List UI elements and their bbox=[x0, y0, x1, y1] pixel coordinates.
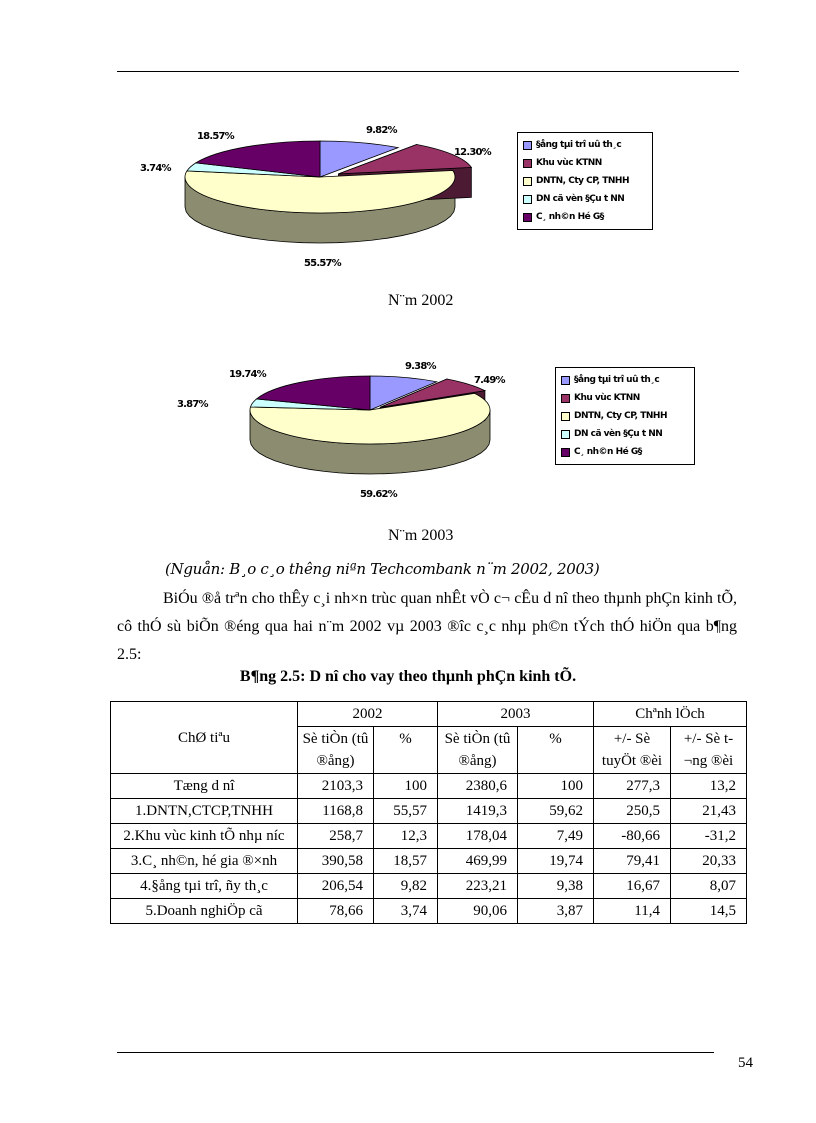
data-table bbox=[110, 701, 747, 924]
cell-value: -80,66 bbox=[594, 824, 671, 849]
legend-swatch bbox=[523, 159, 532, 168]
table-row bbox=[111, 824, 747, 849]
legend-swatch bbox=[561, 376, 570, 385]
legend-swatch bbox=[561, 394, 570, 403]
cell-value: 13,2 bbox=[671, 774, 747, 799]
legend-item bbox=[523, 208, 646, 226]
legend-2002 bbox=[517, 132, 653, 230]
cell-value: 18,57 bbox=[374, 849, 438, 874]
header-amount-2002: Sè tiÒn (tû ®ång) bbox=[298, 727, 374, 774]
header-percent-2003: % bbox=[518, 727, 594, 774]
header-rule bbox=[117, 71, 739, 72]
legend-label: §ång tµi trî uû th¸c bbox=[574, 375, 660, 385]
cell-value: -31,2 bbox=[671, 824, 747, 849]
legend-label: DNTN, Cty CP, TNHH bbox=[574, 411, 667, 421]
cell-value: 2380,6 bbox=[438, 774, 518, 799]
chart-caption-2003: N¨m 2003 bbox=[388, 527, 454, 544]
cell-value: 469,99 bbox=[438, 849, 518, 874]
header-amount-2003: Sè tiÒn (tû ®ång) bbox=[438, 727, 518, 774]
table-header-row bbox=[111, 702, 747, 727]
legend-item bbox=[561, 407, 688, 425]
pct-label-2003-2: 59.62% bbox=[360, 489, 397, 500]
legend-swatch bbox=[523, 195, 532, 204]
cell-value: 1419,3 bbox=[438, 799, 518, 824]
header-year-2003: 2003 bbox=[438, 702, 594, 727]
header-year-2002: 2002 bbox=[298, 702, 438, 727]
cell-value: 16,67 bbox=[594, 874, 671, 899]
body-paragraph: BiÓu ®å trªn cho thÊy c¸i nh×n trùc quan nhÊt vÒ c¬ cÊu d nî theo thµnh phÇn kinh tÕ, cô thÓ sù biÕn ®éng qua hai n¨m 2002 vµ 2003 ®îc c¸c nhµ ph©n tÝch thÓ hiÖn qua b¶ng 2.5: bbox=[117, 590, 737, 663]
legend-label: C¸ nh©n Hé G§ bbox=[536, 212, 604, 222]
legend-item bbox=[523, 190, 646, 208]
pct-label-2002-1: 12.30% bbox=[454, 147, 491, 158]
cell-value: 277,3 bbox=[594, 774, 671, 799]
table-row bbox=[111, 799, 747, 824]
pie-chart-2003 bbox=[180, 362, 520, 502]
cell-value: 14,5 bbox=[671, 899, 747, 924]
legend-swatch bbox=[561, 430, 570, 439]
pct-label-2003-1: 7.49% bbox=[474, 375, 505, 386]
cell-value: 3,87 bbox=[518, 899, 594, 924]
pct-label-2002-0: 9.82% bbox=[366, 125, 397, 136]
cell-value: 12,3 bbox=[374, 824, 438, 849]
cell-value: 223,21 bbox=[438, 874, 518, 899]
cell-value: 55,57 bbox=[374, 799, 438, 824]
legend-label: Khu vùc KTNN bbox=[574, 393, 640, 403]
legend-label: DN cã vèn §Çu t NN bbox=[574, 429, 663, 439]
pct-label-2003-4: 19.74% bbox=[229, 369, 266, 380]
row-label: 4.§ång tµi trî, ñy th¸c bbox=[111, 874, 298, 899]
legend-item bbox=[523, 154, 646, 172]
legend-2003 bbox=[555, 367, 695, 465]
pct-label-2002-3: 3.74% bbox=[140, 163, 171, 174]
pct-label-2003-0: 9.38% bbox=[405, 361, 436, 372]
legend-item bbox=[523, 172, 646, 190]
pct-label-2002-4: 18.57% bbox=[197, 131, 234, 142]
cell-value: 9,82 bbox=[374, 874, 438, 899]
pct-label-2003-3: 3.87% bbox=[177, 399, 208, 410]
header-percent-2002: % bbox=[374, 727, 438, 774]
cell-value: 59,62 bbox=[518, 799, 594, 824]
source-note: (Nguån: B¸o c¸o thêng niªn Techcombank n¨m 2002, 2003) bbox=[165, 560, 600, 578]
legend-swatch bbox=[561, 412, 570, 421]
cell-value: 78,66 bbox=[298, 899, 374, 924]
cell-value: 100 bbox=[374, 774, 438, 799]
cell-value: 21,43 bbox=[671, 799, 747, 824]
cell-value: 79,41 bbox=[594, 849, 671, 874]
legend-label: C¸ nh©n Hé G§ bbox=[574, 447, 642, 457]
chart-caption-2002: N¨m 2002 bbox=[388, 292, 454, 309]
legend-label: DN cã vèn §Çu t NN bbox=[536, 194, 625, 204]
cell-value: 20,33 bbox=[671, 849, 747, 874]
pct-label-2002-2: 55.57% bbox=[304, 258, 341, 269]
cell-value: 206,54 bbox=[298, 874, 374, 899]
row-label: 2.Khu vùc kinh tÕ nhµ níc bbox=[111, 824, 298, 849]
cell-value: 390,58 bbox=[298, 849, 374, 874]
table-body bbox=[111, 774, 747, 924]
table-row bbox=[111, 849, 747, 874]
legend-item bbox=[561, 371, 688, 389]
header-abs-change: +/- Sè tuyÖt ®èi bbox=[594, 727, 671, 774]
legend-label: Khu vùc KTNN bbox=[536, 158, 602, 168]
header-indicator: ChØ tiªu bbox=[111, 702, 298, 774]
footer-rule bbox=[117, 1052, 714, 1053]
cell-value: 2103,3 bbox=[298, 774, 374, 799]
cell-value: 258,7 bbox=[298, 824, 374, 849]
legend-item bbox=[523, 136, 646, 154]
pie-chart-2002 bbox=[130, 125, 500, 275]
page-number: 54 bbox=[738, 1055, 753, 1071]
row-label: 1.DNTN,CTCP,TNHH bbox=[111, 799, 298, 824]
legend-swatch bbox=[523, 141, 532, 150]
cell-value: 100 bbox=[518, 774, 594, 799]
header-rel-change: +/- Sè t¬ng ®èi bbox=[671, 727, 747, 774]
cell-value: 90,06 bbox=[438, 899, 518, 924]
table-row bbox=[111, 899, 747, 924]
legend-label: §ång tµi trî uû th¸c bbox=[536, 140, 622, 150]
row-label: 3.C¸ nh©n, hé gia ®×nh bbox=[111, 849, 298, 874]
cell-value: 9,38 bbox=[518, 874, 594, 899]
legend-swatch bbox=[523, 213, 532, 222]
cell-value: 8,07 bbox=[671, 874, 747, 899]
legend-item bbox=[561, 389, 688, 407]
cell-value: 250,5 bbox=[594, 799, 671, 824]
cell-value: 3,74 bbox=[374, 899, 438, 924]
legend-item bbox=[561, 425, 688, 443]
legend-swatch bbox=[523, 177, 532, 186]
table-row bbox=[111, 774, 747, 799]
table-row bbox=[111, 874, 747, 899]
legend-swatch bbox=[561, 448, 570, 457]
cell-value: 7,49 bbox=[518, 824, 594, 849]
legend-label: DNTN, Cty CP, TNHH bbox=[536, 176, 629, 186]
row-label: Tæng d nî bbox=[111, 774, 298, 799]
cell-value: 1168,8 bbox=[298, 799, 374, 824]
legend-item bbox=[561, 443, 688, 461]
row-label: 5.Doanh nghiÖp cã bbox=[111, 899, 298, 924]
cell-value: 11,4 bbox=[594, 899, 671, 924]
cell-value: 178,04 bbox=[438, 824, 518, 849]
cell-value: 19,74 bbox=[518, 849, 594, 874]
header-change: Chªnh lÖch bbox=[594, 702, 747, 727]
table-title: B¶ng 2.5: D nî cho vay theo thµnh phÇn kinh tÕ. bbox=[239, 668, 577, 685]
